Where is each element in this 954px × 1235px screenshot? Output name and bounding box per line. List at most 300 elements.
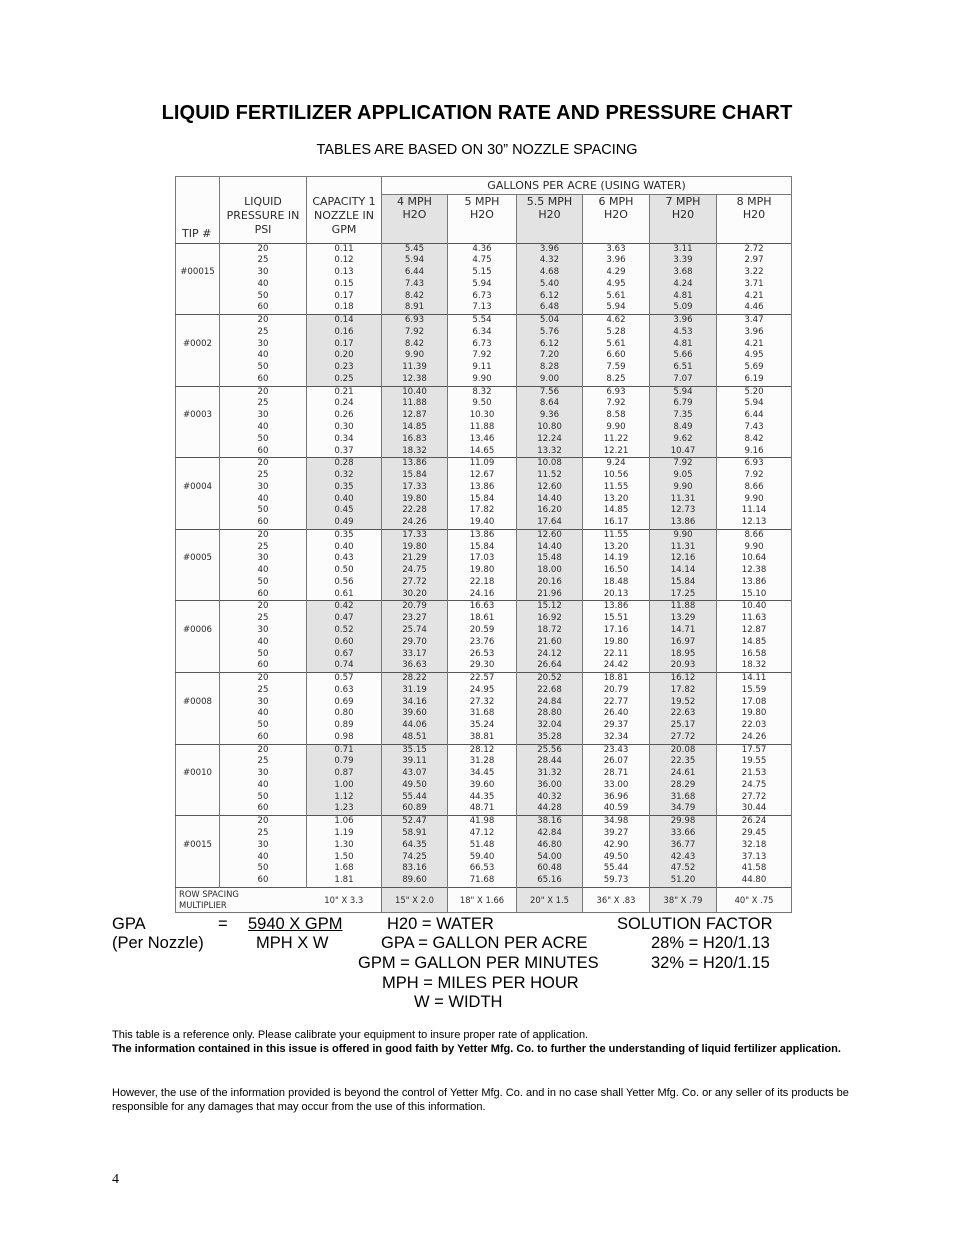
tip-cell — [176, 542, 220, 554]
gpa-cell: 5.69 — [717, 362, 792, 374]
pressure-cell: 60 — [220, 517, 307, 529]
gpa-cell: 6.44 — [382, 267, 448, 279]
capacity-cell: 0.74 — [307, 660, 382, 672]
capacity-cell: 0.18 — [307, 302, 382, 314]
pressure-cell: 20 — [220, 243, 307, 255]
gpa-cell: 11.14 — [717, 505, 792, 517]
table-row — [176, 828, 792, 840]
tip-cell — [176, 350, 220, 362]
gpa-cell: 39.60 — [448, 780, 517, 792]
pressure-cell: 40 — [220, 708, 307, 720]
gpa-cell: 10.64 — [717, 553, 792, 565]
gpa-cell: 22.11 — [583, 649, 650, 661]
table-row — [176, 494, 792, 506]
gpa-cell: 5.94 — [717, 398, 792, 410]
gpa-cell: 16.63 — [448, 601, 517, 613]
col-header-speed: 8 MPH H20 — [717, 195, 792, 244]
gpa-cell: 13.20 — [583, 494, 650, 506]
gpa-cell: 4.95 — [717, 350, 792, 362]
gpa-cell: 6.12 — [517, 339, 583, 351]
gpa-cell: 12.67 — [448, 470, 517, 482]
gpa-cell: 33.66 — [650, 828, 717, 840]
solution-32: 32% = H20/1.15 — [651, 954, 770, 972]
gpa-cell: 19.52 — [650, 697, 717, 709]
gpa-cell: 4.81 — [650, 339, 717, 351]
gpa-cell: 30.44 — [717, 803, 792, 815]
gpa-cell: 44.80 — [717, 875, 792, 887]
pressure-cell: 50 — [220, 792, 307, 804]
gpa-cell: 8.66 — [717, 529, 792, 541]
gpa-cell: 28.12 — [448, 744, 517, 756]
capacity-cell: 1.00 — [307, 780, 382, 792]
gpa-cell: 19.80 — [382, 542, 448, 554]
gpa-cell: 4.29 — [583, 267, 650, 279]
pressure-cell: 20 — [220, 315, 307, 327]
gpa-cell: 25.17 — [650, 720, 717, 732]
row-spacing-multiplier-label: ROW SPACING MULTIPLIER — [176, 887, 307, 912]
gpa-cell: 51.20 — [650, 875, 717, 887]
gpa-cell: 3.96 — [650, 315, 717, 327]
tip-cell — [176, 327, 220, 339]
gpa-cell: 22.35 — [650, 756, 717, 768]
gpa-cell: 2.72 — [717, 243, 792, 255]
gpa-cell: 15.51 — [583, 613, 650, 625]
pressure-cell: 25 — [220, 685, 307, 697]
gpa-cell: 17.82 — [448, 505, 517, 517]
tip-number: #00015 — [176, 267, 220, 279]
multiplier-cell: 36" X .83 — [583, 887, 650, 912]
formula-denominator: MPH X W — [256, 934, 329, 952]
table-row — [176, 505, 792, 517]
capacity-cell: 1.19 — [307, 828, 382, 840]
gpa-cell: 3.96 — [583, 255, 650, 267]
tip-cell — [176, 529, 220, 541]
table-row — [176, 673, 792, 685]
gpa-cell: 15.59 — [717, 685, 792, 697]
pressure-cell: 60 — [220, 660, 307, 672]
gpa-cell: 2.97 — [717, 255, 792, 267]
gpa-cell: 49.50 — [583, 852, 650, 864]
gpa-cell: 22.63 — [650, 708, 717, 720]
gpa-cell: 9.05 — [650, 470, 717, 482]
capacity-cell: 0.40 — [307, 542, 382, 554]
gpa-cell: 8.49 — [650, 422, 717, 434]
gpa-cell: 40.59 — [583, 803, 650, 815]
gpa-cell: 5.54 — [448, 315, 517, 327]
table-row — [176, 649, 792, 661]
gpa-cell: 14.11 — [717, 673, 792, 685]
gpa-cell: 7.92 — [650, 458, 717, 470]
multiplier-cell: 10" X 3.3 — [307, 887, 382, 912]
gpa-cell: 11.88 — [650, 601, 717, 613]
gpa-cell: 29.98 — [650, 816, 717, 828]
pressure-cell: 40 — [220, 494, 307, 506]
gpa-cell: 32.04 — [517, 720, 583, 732]
page-subtitle: TABLES ARE BASED ON 30” NOZZLE SPACING — [316, 142, 638, 158]
rate-table-container — [175, 176, 791, 914]
gpa-cell: 33.17 — [382, 649, 448, 661]
tip-cell — [176, 589, 220, 601]
pressure-cell: 30 — [220, 625, 307, 637]
table-row — [176, 780, 792, 792]
gpa-cell: 9.90 — [382, 350, 448, 362]
gpa-cell: 22.77 — [583, 697, 650, 709]
gpa-cell: 36.96 — [583, 792, 650, 804]
gpa-cell: 6.48 — [517, 302, 583, 314]
gpa-cell: 31.68 — [650, 792, 717, 804]
gpa-cell: 11.09 — [448, 458, 517, 470]
gpa-cell: 55.44 — [382, 792, 448, 804]
gpa-cell: 29.37 — [583, 720, 650, 732]
tip-cell — [176, 291, 220, 303]
table-row — [176, 529, 792, 541]
table-row — [176, 792, 792, 804]
gpa-cell: 18.32 — [717, 660, 792, 672]
gpa-cell: 9.90 — [717, 494, 792, 506]
gpa-cell: 49.50 — [382, 780, 448, 792]
tip-cell — [176, 744, 220, 756]
capacity-cell: 0.60 — [307, 637, 382, 649]
gpa-cell: 28.22 — [382, 673, 448, 685]
gpa-cell: 12.60 — [517, 482, 583, 494]
gpa-cell: 39.27 — [583, 828, 650, 840]
pressure-cell: 60 — [220, 589, 307, 601]
gpa-cell: 29.45 — [717, 828, 792, 840]
tip-cell — [176, 279, 220, 291]
gpa-cell: 11.22 — [583, 434, 650, 446]
gpa-cell: 60.48 — [517, 863, 583, 875]
tip-cell — [176, 875, 220, 887]
tip-cell — [176, 386, 220, 398]
gpa-cell: 20.16 — [517, 577, 583, 589]
gpa-cell: 14.85 — [717, 637, 792, 649]
gpa-cell: 24.84 — [517, 697, 583, 709]
table-row — [176, 422, 792, 434]
pressure-cell: 25 — [220, 828, 307, 840]
gpa-cell: 42.43 — [650, 852, 717, 864]
gpa-cell: 24.26 — [717, 732, 792, 744]
gpa-cell: 41.58 — [717, 863, 792, 875]
gpa-cell: 13.86 — [448, 482, 517, 494]
tip-cell — [176, 315, 220, 327]
pressure-cell: 20 — [220, 816, 307, 828]
gpa-cell: 13.20 — [583, 542, 650, 554]
gpa-cell: 10.08 — [517, 458, 583, 470]
tip-cell — [176, 243, 220, 255]
gpa-cell: 8.66 — [717, 482, 792, 494]
gpa-cell: 5.94 — [448, 279, 517, 291]
capacity-cell: 0.87 — [307, 768, 382, 780]
tip-cell — [176, 494, 220, 506]
pressure-cell: 25 — [220, 398, 307, 410]
gpa-cell: 5.28 — [583, 327, 650, 339]
table-row — [176, 660, 792, 672]
capacity-cell: 0.40 — [307, 494, 382, 506]
pressure-cell: 40 — [220, 279, 307, 291]
gpa-cell: 9.90 — [650, 529, 717, 541]
capacity-cell: 0.37 — [307, 446, 382, 458]
tip-cell — [176, 792, 220, 804]
tip-number: #0015 — [176, 840, 220, 852]
col-header-speed: 5.5 MPH H20 — [517, 195, 583, 244]
capacity-cell: 0.67 — [307, 649, 382, 661]
capacity-cell: 0.14 — [307, 315, 382, 327]
gpa-cell: 44.06 — [382, 720, 448, 732]
gpa-cell: 71.68 — [448, 875, 517, 887]
gpa-cell: 42.84 — [517, 828, 583, 840]
table-row — [176, 255, 792, 267]
gpa-cell: 3.96 — [717, 327, 792, 339]
table-row — [176, 386, 792, 398]
gpa-cell: 4.95 — [583, 279, 650, 291]
table-row — [176, 279, 792, 291]
gpa-cell: 17.16 — [583, 625, 650, 637]
gpa-cell: 27.32 — [448, 697, 517, 709]
tip-cell — [176, 565, 220, 577]
multiplier-cell: 40" X .75 — [717, 887, 792, 912]
pressure-cell: 30 — [220, 840, 307, 852]
tip-cell — [176, 660, 220, 672]
rate-table — [175, 176, 792, 913]
gpa-cell: 58.91 — [382, 828, 448, 840]
capacity-cell: 0.45 — [307, 505, 382, 517]
capacity-cell: 0.35 — [307, 529, 382, 541]
gpa-cell: 6.93 — [583, 386, 650, 398]
gpa-cell: 18.61 — [448, 613, 517, 625]
legend-gpa: GPA = GALLON PER ACRE — [381, 934, 588, 952]
gpa-cell: 34.79 — [650, 803, 717, 815]
tip-cell — [176, 434, 220, 446]
gpa-cell: 47.52 — [650, 863, 717, 875]
table-row — [176, 803, 792, 815]
gpa-cell: 14.71 — [650, 625, 717, 637]
gpa-cell: 13.86 — [717, 577, 792, 589]
tip-number: #0008 — [176, 697, 220, 709]
table-row — [176, 302, 792, 314]
gpa-cell: 26.53 — [448, 649, 517, 661]
gpa-cell: 24.42 — [583, 660, 650, 672]
gpa-cell: 9.00 — [517, 374, 583, 386]
tip-cell — [176, 302, 220, 314]
pressure-cell: 20 — [220, 529, 307, 541]
gpa-cell: 6.79 — [650, 398, 717, 410]
tip-cell — [176, 685, 220, 697]
gpa-cell: 5.94 — [382, 255, 448, 267]
gpa-cell: 4.21 — [717, 339, 792, 351]
gpa-cell: 18.81 — [583, 673, 650, 685]
tip-cell — [176, 852, 220, 864]
gpa-cell: 5.45 — [382, 243, 448, 255]
pressure-cell: 50 — [220, 577, 307, 589]
gpa-cell: 17.64 — [517, 517, 583, 529]
gpa-cell: 3.68 — [650, 267, 717, 279]
pressure-cell: 50 — [220, 505, 307, 517]
gpa-cell: 11.88 — [448, 422, 517, 434]
gpa-cell: 24.95 — [448, 685, 517, 697]
capacity-cell: 0.50 — [307, 565, 382, 577]
col-header-speed: 4 MPH H2O — [382, 195, 448, 244]
capacity-cell: 1.06 — [307, 816, 382, 828]
gpa-cell: 7.56 — [517, 386, 583, 398]
gpa-cell: 11.88 — [382, 398, 448, 410]
gpa-cell: 28.71 — [583, 768, 650, 780]
gpa-cell: 16.17 — [583, 517, 650, 529]
capacity-cell: 0.80 — [307, 708, 382, 720]
gpa-cell: 17.25 — [650, 589, 717, 601]
table-row — [176, 339, 792, 351]
gpa-cell: 7.13 — [448, 302, 517, 314]
capacity-cell: 0.11 — [307, 243, 382, 255]
gpa-cell: 22.03 — [717, 720, 792, 732]
gpa-cell: 14.65 — [448, 446, 517, 458]
gpa-cell: 17.08 — [717, 697, 792, 709]
gpa-cell: 55.44 — [583, 863, 650, 875]
gpa-cell: 20.93 — [650, 660, 717, 672]
gpa-cell: 8.32 — [448, 386, 517, 398]
pressure-cell: 40 — [220, 637, 307, 649]
tip-number: #0002 — [176, 339, 220, 351]
gpa-cell: 13.86 — [650, 517, 717, 529]
gpa-cell: 20.52 — [517, 673, 583, 685]
capacity-cell: 1.30 — [307, 840, 382, 852]
pressure-cell: 60 — [220, 302, 307, 314]
gpa-cell: 35.24 — [448, 720, 517, 732]
tip-cell — [176, 803, 220, 815]
gpa-cell: 41.98 — [448, 816, 517, 828]
pressure-cell: 50 — [220, 863, 307, 875]
tip-cell — [176, 816, 220, 828]
pressure-cell: 25 — [220, 470, 307, 482]
table-row — [176, 613, 792, 625]
tip-cell — [176, 637, 220, 649]
col-header-speed: 5 MPH H2O — [448, 195, 517, 244]
gpa-cell: 4.75 — [448, 255, 517, 267]
pressure-cell: 20 — [220, 673, 307, 685]
gpa-cell: 8.64 — [517, 398, 583, 410]
gpa-cell: 74.25 — [382, 852, 448, 864]
gpa-cell: 10.40 — [382, 386, 448, 398]
gpa-cell: 35.15 — [382, 744, 448, 756]
pressure-cell: 30 — [220, 482, 307, 494]
capacity-cell: 0.57 — [307, 673, 382, 685]
col-header-speed: 6 MPH H2O — [583, 195, 650, 244]
gpa-cell: 33.00 — [583, 780, 650, 792]
gpa-cell: 12.73 — [650, 505, 717, 517]
pressure-cell: 20 — [220, 744, 307, 756]
gpa-cell: 4.36 — [448, 243, 517, 255]
gpa-cell: 12.87 — [717, 625, 792, 637]
gpa-cell: 22.57 — [448, 673, 517, 685]
tip-cell — [176, 720, 220, 732]
gpa-cell: 7.35 — [650, 410, 717, 422]
gpa-cell: 15.84 — [448, 542, 517, 554]
capacity-cell: 0.42 — [307, 601, 382, 613]
table-row — [176, 553, 792, 565]
gpa-cell: 6.19 — [717, 374, 792, 386]
page-title: LIQUID FERTILIZER APPLICATION RATE AND PRESSURE CHART — [161, 102, 793, 124]
gpa-cell: 20.08 — [650, 744, 717, 756]
pressure-cell: 30 — [220, 410, 307, 422]
gpa-cell: 7.59 — [583, 362, 650, 374]
gpa-cell: 11.39 — [382, 362, 448, 374]
gpa-cell: 43.07 — [382, 768, 448, 780]
gpa-cell: 6.44 — [717, 410, 792, 422]
table-row — [176, 625, 792, 637]
table-row — [176, 350, 792, 362]
gpa-cell: 13.46 — [448, 434, 517, 446]
gpa-cell: 4.46 — [717, 302, 792, 314]
table-row — [176, 267, 792, 279]
capacity-cell: 0.49 — [307, 517, 382, 529]
reference-note: This table is a reference only. Please calibrate your equipment to insure proper rate of application. — [112, 1029, 589, 1041]
gallons-per-acre-header: GALLONS PER ACRE (USING WATER) — [382, 177, 792, 195]
gpa-cell: 7.43 — [717, 422, 792, 434]
gpa-cell: 9.62 — [650, 434, 717, 446]
tip-number: #0005 — [176, 553, 220, 565]
gpa-cell: 16.50 — [583, 565, 650, 577]
tip-cell — [176, 863, 220, 875]
gpa-cell: 18.32 — [382, 446, 448, 458]
gpa-cell: 12.21 — [583, 446, 650, 458]
gpa-cell: 9.90 — [448, 374, 517, 386]
tip-number: #0004 — [176, 482, 220, 494]
gpa-cell: 26.64 — [517, 660, 583, 672]
gpa-cell: 36.77 — [650, 840, 717, 852]
gpa-cell: 14.14 — [650, 565, 717, 577]
gpa-cell: 5.76 — [517, 327, 583, 339]
table-row — [176, 637, 792, 649]
gpa-cell: 4.24 — [650, 279, 717, 291]
table-row — [176, 458, 792, 470]
gpa-cell: 5.15 — [448, 267, 517, 279]
gpa-label: GPA — [112, 915, 146, 933]
multiplier-cell: 15" X 2.0 — [382, 887, 448, 912]
gpa-cell: 19.80 — [382, 494, 448, 506]
table-row — [176, 315, 792, 327]
gpa-cell: 4.68 — [517, 267, 583, 279]
multiplier-cell: 20" X 1.5 — [517, 887, 583, 912]
tip-cell — [176, 374, 220, 386]
gpa-cell: 20.59 — [448, 625, 517, 637]
gpa-cell: 13.86 — [382, 458, 448, 470]
gpa-cell: 48.51 — [382, 732, 448, 744]
page-number: 4 — [112, 1172, 119, 1187]
gpa-cell: 9.90 — [717, 542, 792, 554]
gpa-cell: 47.12 — [448, 828, 517, 840]
gpa-cell: 59.73 — [583, 875, 650, 887]
pressure-cell: 40 — [220, 350, 307, 362]
capacity-cell: 0.13 — [307, 267, 382, 279]
gpa-cell: 17.82 — [650, 685, 717, 697]
capacity-cell: 0.17 — [307, 339, 382, 351]
capacity-cell: 0.32 — [307, 470, 382, 482]
gpa-cell: 19.80 — [583, 637, 650, 649]
pressure-cell: 50 — [220, 720, 307, 732]
pressure-cell: 20 — [220, 386, 307, 398]
gpa-cell: 42.90 — [583, 840, 650, 852]
gpa-cell: 6.12 — [517, 291, 583, 303]
tip-cell — [176, 756, 220, 768]
gpa-cell: 44.28 — [517, 803, 583, 815]
gpa-cell: 39.11 — [382, 756, 448, 768]
capacity-cell: 0.61 — [307, 589, 382, 601]
gpa-cell: 35.28 — [517, 732, 583, 744]
solution-28: 28% = H20/1.13 — [651, 934, 770, 952]
disclaimer-note: However, the use of the information provided is beyond the control of Yetter Mfg. Co. and in no case shall Yetter Mfg. Co. or any seller of its products be responsible for any damages that may occur from the use of this information. — [112, 1087, 849, 1113]
pressure-cell: 60 — [220, 875, 307, 887]
capacity-cell: 0.28 — [307, 458, 382, 470]
table-row — [176, 816, 792, 828]
